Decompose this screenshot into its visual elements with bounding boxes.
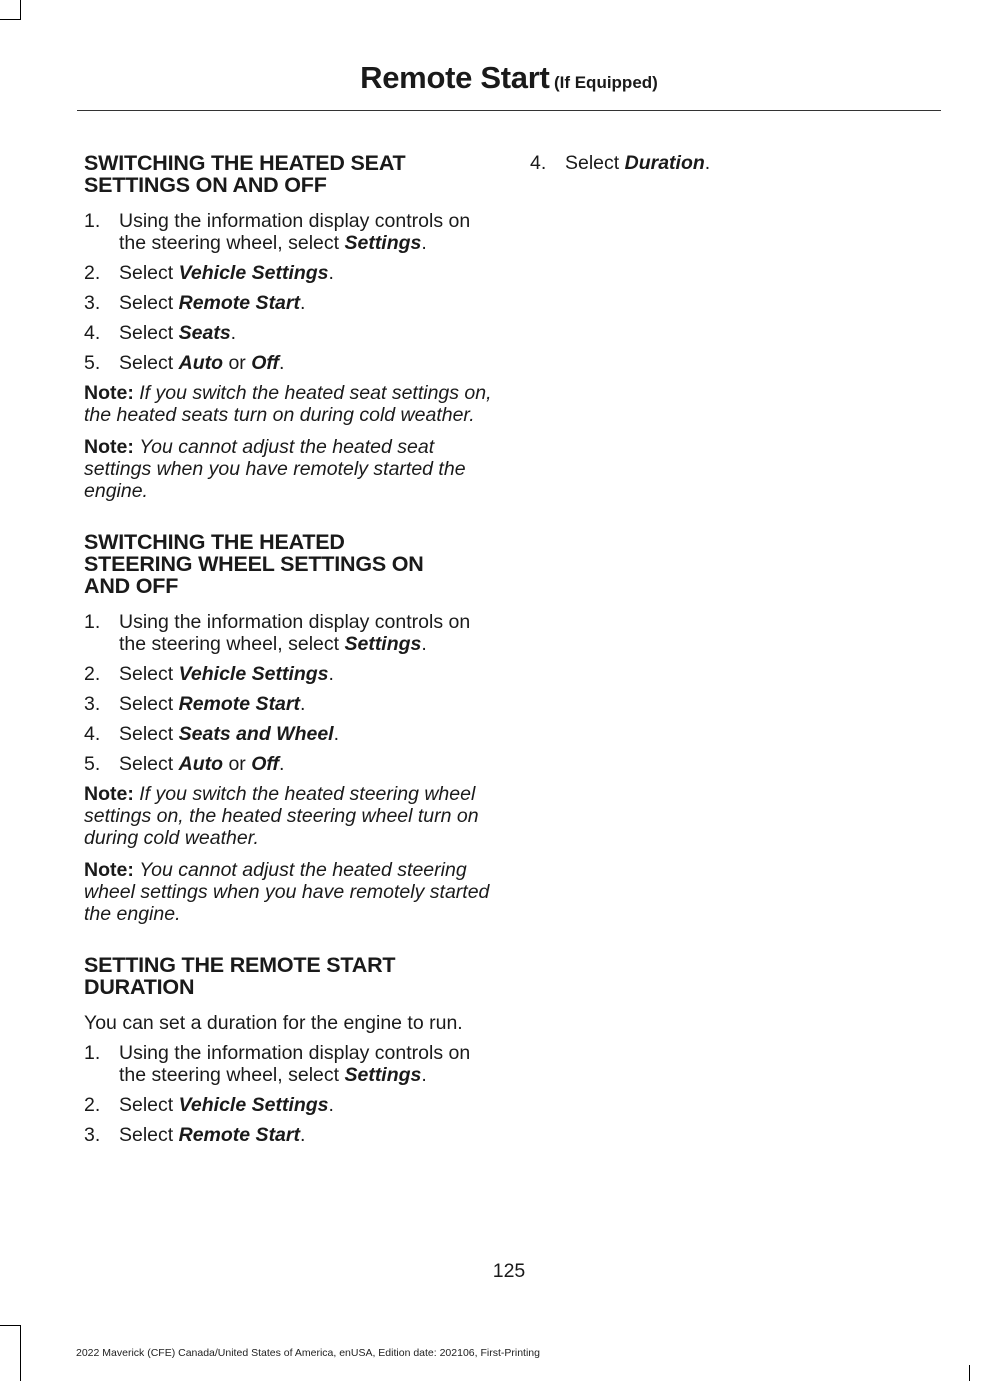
section-heading: SETTING THE REMOTE START DURATION	[84, 953, 396, 999]
list-item: 1. Using the information display controls on the steering wheel, select Settings.	[84, 210, 471, 254]
list-item: 4. Select Duration.	[530, 152, 711, 174]
note: Note: You cannot adjust the heated steering wheel settings when you have remotely started the engine.	[84, 859, 490, 925]
list-item: 5. Select Auto or Off.	[84, 753, 285, 775]
intro-paragraph: You can set a duration for the engine to run.	[84, 1012, 463, 1034]
page-header	[0, 60, 991, 96]
header-subtitle: (If Equipped)	[553, 73, 658, 92]
steps-list	[84, 210, 492, 374]
crop-mark	[0, 1325, 20, 1326]
header-divider	[77, 110, 941, 111]
list-item: 1. Using the information display controls on the steering wheel, select Settings.	[84, 1042, 471, 1086]
section-heated-seat	[84, 152, 492, 502]
list-item: 4. Select Seats and Wheel.	[84, 723, 340, 745]
steps-list	[84, 1042, 492, 1146]
list-item: 3. Select Remote Start.	[84, 292, 306, 314]
list-item: 3. Select Remote Start.	[84, 1124, 306, 1146]
crop-mark	[969, 1365, 970, 1381]
list-item: 3. Select Remote Start.	[84, 693, 306, 715]
crop-mark	[0, 19, 20, 20]
note: Note: If you switch the heated seat settings on, the heated seats turn on during cold weather.	[84, 382, 492, 426]
list-item: 5. Select Auto or Off.	[84, 352, 285, 374]
crop-mark	[20, 0, 21, 20]
header-title: Remote Start	[360, 60, 550, 95]
crop-mark	[20, 1325, 21, 1381]
list-item: 2. Select Vehicle Settings.	[84, 1094, 334, 1116]
steps-list	[84, 611, 492, 775]
list-item: 4. Select Seats.	[84, 322, 237, 344]
list-item: 1. Using the information display controls on the steering wheel, select Settings.	[84, 611, 471, 655]
left-column	[84, 152, 492, 1154]
section-heading: SWITCHING THE HEATED SEAT SETTINGS ON AND OFF	[84, 151, 406, 197]
section-heading: SWITCHING THE HEATED STEERING WHEEL SETTINGS ON AND OFF	[84, 530, 424, 598]
footer-text: 2022 Maverick (CFE) Canada/United States of America, enUSA, Edition date: 202106, First-Printing	[76, 1347, 540, 1359]
list-item: 2. Select Vehicle Settings.	[84, 262, 334, 284]
right-column	[530, 152, 930, 182]
page-number: 125	[492, 1260, 526, 1282]
note: Note: You cannot adjust the heated seat settings when you have remotely started the engine.	[84, 436, 466, 502]
section-remote-start-duration	[84, 954, 492, 1146]
note: Note: If you switch the heated steering wheel settings on, the heated steering wheel turn on during cold weather.	[84, 783, 479, 849]
list-item: 2. Select Vehicle Settings.	[84, 663, 334, 685]
section-heated-steering-wheel	[84, 531, 492, 925]
steps-list	[530, 152, 930, 174]
